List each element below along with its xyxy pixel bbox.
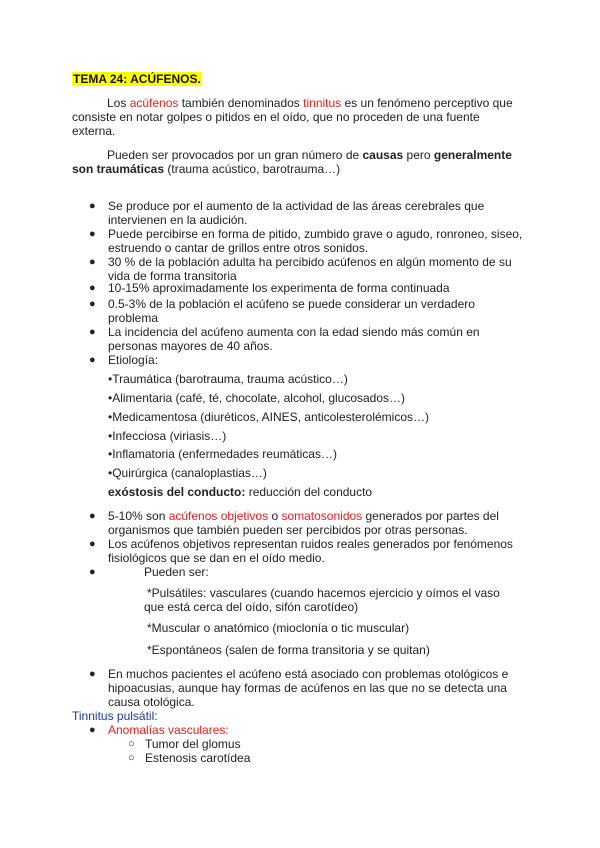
term-somatosonidos: somatosonidos <box>281 509 363 523</box>
type-pulsatile-line-2: que está cerca del oído, sifón carotídeo) <box>144 600 359 614</box>
generalmente-bold: generalmente <box>433 148 512 162</box>
real-noise-bullet-line-2: fisiológicos que se dan en el oído medio. <box>108 551 325 565</box>
bullet-5-line-1: 0.5-3% de la población el acúfeno se puede considerar un verdadero <box>108 297 475 311</box>
objective-bullet-line-2: organismos que también pueden ser percibidos por otras personas. <box>108 523 468 537</box>
bullet-icon: ● <box>89 228 96 240</box>
objective-bullet-line-1: 5-10% son acúfenos objetivos o somatosonidos generados por partes del <box>108 509 499 523</box>
bullet-icon: ● <box>89 724 96 736</box>
causes-line-2: son traumáticas (trauma acústico, barotrauma…) <box>72 162 341 176</box>
pulsatile-heading: Tinnitus pulsátil: <box>72 709 158 723</box>
term-tinnitus: tinnitus <box>303 96 342 110</box>
document-title: TEMA 24: ACÚFENOS. <box>73 72 201 86</box>
bullet-6-line-2: personas mayores de 40 años. <box>108 339 273 353</box>
bullet-icon: ● <box>89 282 96 294</box>
bullet-1-line-1: Se produce por el aumento de la actividad de las áreas cerebrales que <box>108 199 485 213</box>
bullet-icon: ● <box>89 510 96 522</box>
bullet-4-line-1: 10-15% aproximadamente los experimenta de forma continuada <box>108 281 450 295</box>
exostosis-line: exóstosis del conducto: reducción del conducto <box>108 485 373 499</box>
traumaticas-bold: son traumáticas <box>72 162 165 176</box>
bullet-5-line-2: problema <box>108 311 159 325</box>
vascular-heading: Anomalías vasculares: <box>108 723 229 737</box>
type-pulsatile-line-1: *Pulsátiles: vasculares (cuando hacemos ejercicio y oímos el vaso <box>147 586 500 600</box>
bullet-icon: ● <box>89 354 96 366</box>
intro-line-1: Los acúfenos también denominados tinnitus es un fenómeno perceptivo que <box>107 96 513 110</box>
sub-bullet-icon: ○ <box>128 738 135 750</box>
term-acufenos: acúfenos <box>129 96 179 110</box>
bullet-2-line-1: Puede percibirse en forma de pitido, zumbido grave o agudo, ronroneo, siseo, <box>108 227 523 241</box>
vascular-item-glomus: Tumor del glomus <box>145 737 241 751</box>
intro-line-2: consiste en notar golpes o pitidos en el oído, que no proceden de una fuente <box>72 110 480 124</box>
last-bullet-line-3: causa otológica. <box>108 695 195 709</box>
term-acufenos-objetivos: acúfenos objetivos <box>168 509 269 523</box>
intro-line-3: externa. <box>72 124 116 138</box>
type-muscular: *Muscular o anatómico (mioclonía o tic muscular) <box>147 621 410 635</box>
bullet-7-line-1: Etiología: <box>108 353 159 367</box>
etiology-item: •Quirúrgica (canaloplastias…) <box>108 466 267 480</box>
causes-line-1: Pueden ser provocados por un gran número de causas pero generalmente <box>107 148 512 162</box>
bullet-icon: ● <box>89 566 96 578</box>
bullet-icon: ● <box>89 326 96 338</box>
bullet-icon: ● <box>89 538 96 550</box>
etiology-item: •Alimentaria (café, té, chocolate, alcohol, glucosados…) <box>108 391 406 405</box>
bullet-icon: ● <box>89 668 96 680</box>
bullet-icon: ● <box>89 298 96 310</box>
bullet-3-line-1: 30 % de la población adulta ha percibido acúfenos en algún momento de su <box>108 255 512 269</box>
bullet-2-line-2: estruendo o cantar de grillos entre otros sonidos. <box>108 241 369 255</box>
real-noise-bullet-line-1: Los acúfenos objetivos representan ruidos reales generados por fenómenos <box>108 537 513 551</box>
etiology-item: •Inflamatoria (enfermedades reumáticas…) <box>108 447 337 461</box>
etiology-item: •Infecciosa (viriasis…) <box>108 429 227 443</box>
bullet-icon: ● <box>89 256 96 268</box>
pueden-ser-label: Pueden ser: <box>144 565 209 579</box>
bullet-1-line-2: intervienen en la audición. <box>108 213 248 227</box>
etiology-item: •Medicamentosa (diuréticos, AINES, anticolesterolémicos…) <box>108 410 429 424</box>
bullet-icon: ● <box>89 200 96 212</box>
last-bullet-line-2: hipoacusias, aunque hay formas de acúfenos en las que no se detecta una <box>108 681 507 695</box>
causes-bold: causas <box>362 148 404 162</box>
vascular-item-stenosis: Estenosis carotídea <box>145 751 251 765</box>
etiology-item: •Traumática (barotrauma, trauma acústico…) <box>108 372 348 386</box>
bullet-6-line-1: La incidencia del acúfeno aumenta con la edad siendo más común en <box>108 325 480 339</box>
bullet-3-line-2: vida de forma transitoria <box>108 269 237 283</box>
type-spontaneous: *Espontáneos (salen de forma transitoria y se quitan) <box>147 643 430 657</box>
last-bullet-line-1: En muchos pacientes el acúfeno está asociado con problemas otológicos e <box>108 667 509 681</box>
sub-bullet-icon: ○ <box>128 752 135 764</box>
